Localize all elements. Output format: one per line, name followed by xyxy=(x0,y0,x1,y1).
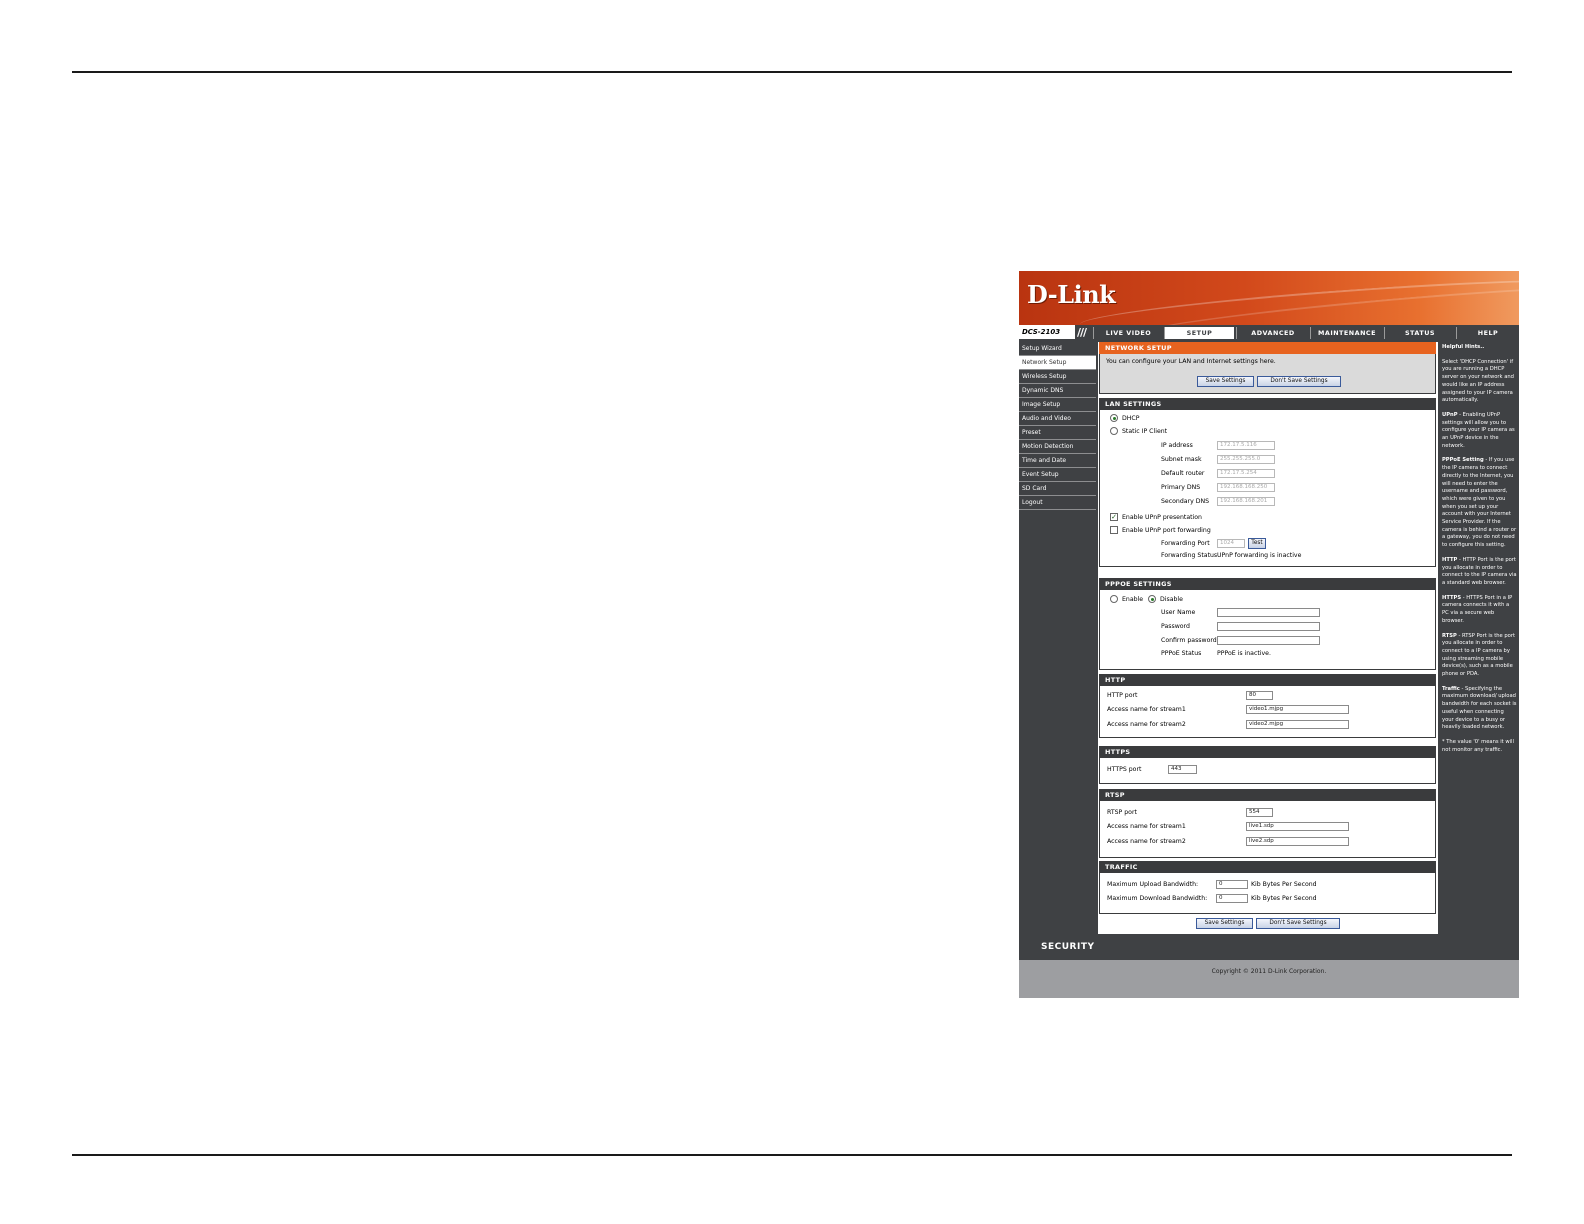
tab-status[interactable]: STATUS xyxy=(1384,327,1455,339)
sidebar-item-network-setup[interactable]: Network Setup xyxy=(1019,356,1096,370)
http-section xyxy=(1099,674,1436,738)
hint-http: HTTP - HTTP Port is the port you allocate in order to connect to the IP camera via a standard web browser. xyxy=(1442,556,1517,586)
static-ip-radio[interactable] xyxy=(1110,427,1118,435)
rtsp-section xyxy=(1099,789,1436,858)
ip-address-label: IP address xyxy=(1161,442,1193,449)
sidebar-item-sd-card[interactable]: SD Card xyxy=(1019,482,1096,496)
page-bottom-rule xyxy=(72,1154,1512,1156)
tab-advanced[interactable]: ADVANCED xyxy=(1236,327,1309,339)
forwarding-status-value: UPnP forwarding is inactive xyxy=(1217,552,1302,559)
forwarding-status-label: Forwarding Status xyxy=(1161,552,1218,559)
sidebar-item-time-and-date[interactable]: Time and Date xyxy=(1019,454,1096,468)
http-stream2-input[interactable]: video2.mjpg xyxy=(1246,720,1349,729)
helpful-hints-title: Helpful Hints.. xyxy=(1442,344,1485,350)
top-nav xyxy=(1019,325,1519,341)
sidebar-item-motion-detection[interactable]: Motion Detection xyxy=(1019,440,1096,454)
model-label: DCS-2103 xyxy=(1019,325,1075,341)
sidebar-item-preset[interactable]: Preset xyxy=(1019,426,1096,440)
http-stream1-input[interactable]: video1.mjpg xyxy=(1246,705,1349,714)
hint-rtsp: RTSP - RTSP Port is the port you allocate in order to connect to a IP camera by using streaming mobile device(s), such as a mobile phone or PDA. xyxy=(1442,632,1515,678)
https-section xyxy=(1099,746,1436,784)
secondary-dns-label: Secondary DNS xyxy=(1161,498,1210,505)
tab-maintenance[interactable]: MAINTENANCE xyxy=(1310,327,1383,339)
rtsp-stream1-input[interactable]: live1.sdp xyxy=(1246,822,1349,831)
hint-traffic: Traffic - Specifying the maximum download/ upload bandwidth for each socket is useful when connecting your device to a busy or heavily loaded network. xyxy=(1442,685,1517,731)
forwarding-port-input[interactable]: 1024 xyxy=(1217,539,1245,548)
save-settings-button-bottom[interactable]: Save Settings xyxy=(1196,918,1253,929)
http-title: HTTP xyxy=(1099,674,1436,686)
ip-address-input[interactable]: 172.17.5.116 xyxy=(1217,441,1275,450)
pppoe-disable-label: Disable xyxy=(1160,596,1183,603)
network-setup-section xyxy=(1099,342,1436,394)
download-bandwidth-label: Maximum Download Bandwidth: xyxy=(1107,895,1208,902)
primary-dns-input[interactable]: 192.168.168.250 xyxy=(1217,483,1275,492)
dont-save-settings-button-bottom[interactable]: Don't Save Settings xyxy=(1256,918,1340,929)
sidebar-item-dynamic-dns[interactable]: Dynamic DNS xyxy=(1019,384,1096,398)
upnp-presentation-checkbox[interactable]: ✓ xyxy=(1111,513,1117,521)
hint-pppoe: PPPoE Setting - If you use the IP camera to connect directly to the Internet, you will need to enter the username and password, which were given to you when you set up your account with your Internet Service Provider. If the camera is behind a router or a gateway, you do not need to configure this setting. xyxy=(1442,457,1517,549)
footer-bar xyxy=(1019,934,1519,960)
pppoe-status-value: PPPoE is inactive. xyxy=(1217,650,1271,657)
pppoe-password-input[interactable] xyxy=(1217,622,1320,631)
http-port-input[interactable]: 80 xyxy=(1246,691,1273,700)
upload-bandwidth-unit: Kib Bytes Per Second xyxy=(1251,881,1317,888)
tab-live-video[interactable]: LIVE VIDEO xyxy=(1093,327,1163,339)
dlink-logo: D-Link xyxy=(1027,280,1116,309)
rtsp-port-label: RTSP port xyxy=(1107,809,1137,816)
page-top-rule xyxy=(72,71,1512,73)
header-banner xyxy=(1019,271,1519,325)
https-port-input[interactable]: 443 xyxy=(1168,765,1197,774)
sidebar-item-setup-wizard[interactable]: Setup Wizard xyxy=(1019,342,1096,356)
camera-web-ui-screenshot xyxy=(1019,271,1519,998)
pppoe-username-label: User Name xyxy=(1161,609,1196,616)
http-stream2-label: Access name for stream2 xyxy=(1107,721,1186,728)
dhcp-radio[interactable] xyxy=(1110,414,1118,422)
pppoe-enable-radio[interactable] xyxy=(1110,595,1118,603)
https-port-label: HTTPS port xyxy=(1107,766,1142,773)
lan-settings-title: LAN SETTINGS xyxy=(1099,398,1436,410)
save-settings-button-top[interactable]: Save Settings xyxy=(1197,376,1254,387)
default-router-input[interactable]: 172.17.5.254 xyxy=(1217,469,1275,478)
upload-bandwidth-label: Maximum Upload Bandwidth: xyxy=(1107,881,1199,888)
nav-slashes-decoration: /// xyxy=(1077,326,1087,339)
sidebar xyxy=(1019,342,1096,510)
subnet-mask-label: Subnet mask xyxy=(1161,456,1202,463)
pppoe-username-input[interactable] xyxy=(1217,608,1320,617)
pppoe-password-label: Password xyxy=(1161,623,1190,630)
main-content xyxy=(1098,342,1438,934)
copyright: Copyright © 2011 D-Link Corporation. xyxy=(1019,960,1519,998)
test-button[interactable]: Test xyxy=(1248,538,1266,549)
pppoe-settings-section xyxy=(1099,578,1436,670)
pppoe-status-label: PPPoE Status xyxy=(1161,650,1202,657)
sidebar-item-audio-and-video[interactable]: Audio and Video xyxy=(1019,412,1096,426)
dont-save-settings-button-top[interactable]: Don't Save Settings xyxy=(1257,376,1341,387)
helpful-hints-panel xyxy=(1439,342,1519,934)
pppoe-enable-label: Enable xyxy=(1122,596,1144,603)
upnp-forwarding-label: Enable UPnP port forwarding xyxy=(1122,527,1211,534)
sidebar-item-logout[interactable]: Logout xyxy=(1019,496,1096,510)
upnp-forwarding-checkbox[interactable] xyxy=(1110,526,1118,534)
network-setup-description: You can configure your LAN and Internet settings here. xyxy=(1106,358,1276,365)
rtsp-stream1-label: Access name for stream1 xyxy=(1107,823,1186,830)
http-port-label: HTTP port xyxy=(1107,692,1138,699)
download-bandwidth-unit: Kib Bytes Per Second xyxy=(1251,895,1317,902)
primary-dns-label: Primary DNS xyxy=(1161,484,1201,491)
forwarding-port-label: Forwarding Port xyxy=(1161,540,1210,547)
subnet-mask-input[interactable]: 255.255.255.0 xyxy=(1217,455,1275,464)
pppoe-disable-radio[interactable] xyxy=(1148,595,1156,603)
rtsp-port-input[interactable]: 554 xyxy=(1246,808,1273,817)
sidebar-item-image-setup[interactable]: Image Setup xyxy=(1019,398,1096,412)
pppoe-confirm-password-label: Confirm password xyxy=(1161,637,1217,644)
static-ip-label: Static IP Client xyxy=(1122,428,1168,435)
lan-settings-section xyxy=(1099,398,1436,567)
tab-setup[interactable]: SETUP xyxy=(1164,327,1234,339)
traffic-section xyxy=(1099,861,1436,914)
https-title: HTTPS xyxy=(1099,746,1436,758)
pppoe-settings-title: PPPOE SETTINGS xyxy=(1099,578,1436,590)
http-stream1-label: Access name for stream1 xyxy=(1107,706,1186,713)
security-label: SECURITY xyxy=(1041,942,1095,952)
network-setup-title: NETWORK SETUP xyxy=(1099,342,1436,354)
traffic-title: TRAFFIC xyxy=(1099,861,1436,873)
hint-dhcp: Select 'DHCP Connection' if you are running a DHCP server on your network and would like an IP address assigned to your IP camera automatically. xyxy=(1442,358,1514,404)
default-router-label: Default router xyxy=(1161,470,1205,477)
tab-help[interactable]: HELP xyxy=(1456,327,1519,339)
rtsp-stream2-input[interactable]: live2.sdp xyxy=(1246,837,1349,846)
hint-https: HTTPS - HTTPS Port in a IP camera connects it with a PC via a secure web browser. xyxy=(1442,594,1513,624)
pppoe-confirm-password-input[interactable] xyxy=(1217,636,1320,645)
rtsp-stream2-label: Access name for stream2 xyxy=(1107,838,1186,845)
hint-note: * The value '0' means it will not monitor any traffic. xyxy=(1442,738,1514,753)
upnp-presentation-label: Enable UPnP presentation xyxy=(1122,514,1202,521)
download-bandwidth-input[interactable]: 0 xyxy=(1216,894,1248,903)
sidebar-item-event-setup[interactable]: Event Setup xyxy=(1019,468,1096,482)
upload-bandwidth-input[interactable]: 0 xyxy=(1216,880,1248,889)
hint-upnp: UPnP - Enabling UPnP settings will allow you to configure your IP camera as an UPnP device in the network. xyxy=(1442,411,1515,449)
rtsp-title: RTSP xyxy=(1099,789,1436,801)
sidebar-item-wireless-setup[interactable]: Wireless Setup xyxy=(1019,370,1096,384)
dhcp-label: DHCP xyxy=(1122,415,1140,422)
secondary-dns-input[interactable]: 192.168.168.201 xyxy=(1217,497,1275,506)
